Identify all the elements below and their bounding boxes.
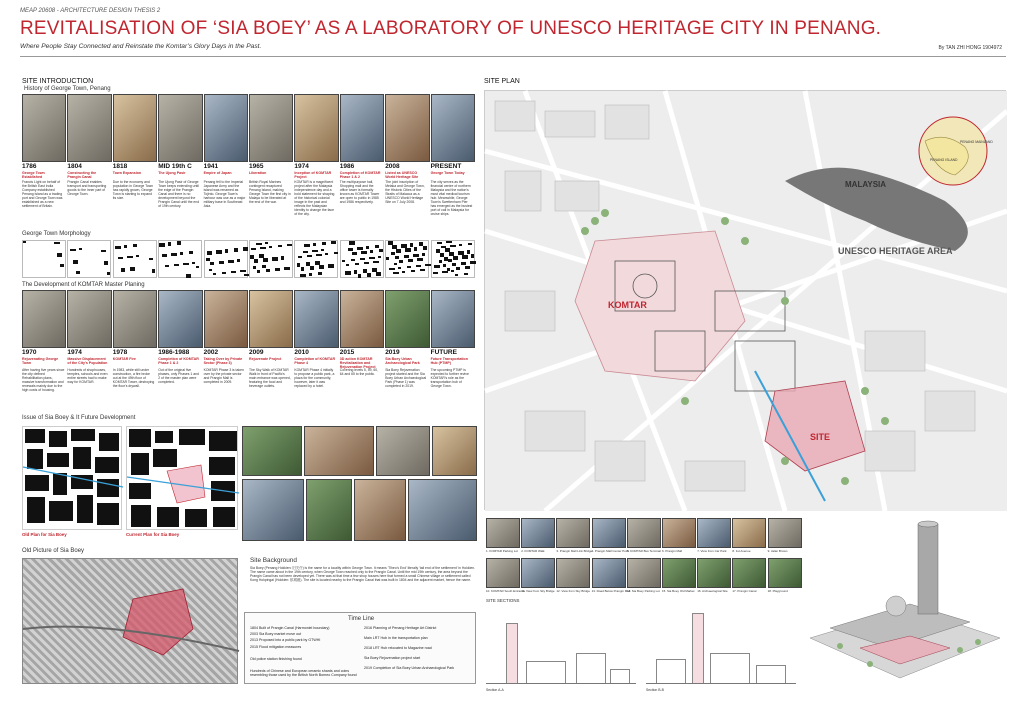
- section-a-drawing: [486, 604, 636, 684]
- site-background-heading: Site Background: [250, 557, 297, 564]
- morphology-heading: George Town Morphology: [22, 231, 91, 237]
- issue-photo-1: [242, 426, 302, 476]
- timeline-year: 1941: [203, 163, 219, 170]
- site-label: SITE: [810, 432, 831, 442]
- timeline-entry: Old police station finishing found: [250, 657, 302, 661]
- timeline-caption: The Ujong Pasir: [158, 171, 186, 175]
- history-photo: [158, 94, 202, 162]
- site-photo: [768, 558, 802, 588]
- morphology-map: [113, 240, 157, 278]
- site-photo-caption: 18. Playground: [767, 589, 788, 593]
- timeline-year: PRESENT: [430, 163, 462, 170]
- history-photo: [340, 94, 384, 162]
- timeline-entry: Sia Boey Rejuvenation project start: [364, 656, 421, 660]
- timeline-caption: Completion of KOMTAR Phase 1 & 2: [339, 171, 381, 179]
- komtar-text: KOMTAR Phase 4 initially to propose a public park, a plaza for the community, however, later it was replaced by a hotel.: [294, 368, 335, 388]
- morphology-map: [431, 240, 475, 278]
- history-subheading: History of George Town, Penang: [24, 86, 111, 92]
- komtar-year: FUTURE: [430, 349, 457, 356]
- timeline-entry: 2013 Proposed into a public park by GTWHI: [250, 638, 321, 643]
- issue-photo-2: [304, 426, 374, 476]
- komtar-photo: [385, 290, 429, 348]
- site-photo: [732, 558, 766, 588]
- komtar-photo: [294, 290, 338, 348]
- komtar-caption: Sia Boey Urban Archaeological Park: [385, 357, 420, 365]
- section-a-label: Section A-A: [486, 688, 504, 692]
- komtar-caption: Completion of KOMTAR Phase 4: [294, 357, 336, 365]
- komtar-photo: [67, 290, 111, 348]
- site-photo: [768, 518, 802, 548]
- komtar-text: The upcoming PTMP is expected to further revive KOMTAR's role as the transportation hub of George Town.: [430, 368, 469, 388]
- issue-photo-8: [408, 479, 477, 541]
- timeline-text: Due to the economy and population in George Town has rapidly grown, George Town is starting to expand its size.: [112, 180, 154, 200]
- komtar-text: After having five years since the city defined Rehabilitation plans, massive transformation and renewals mainly due to the high costs of housing.: [22, 368, 65, 392]
- site-photo: [627, 558, 661, 588]
- unesco-area-label: UNESCO HERITAGE AREA: [838, 246, 953, 256]
- site-photo-caption: 2. KOMTAR Walk: [521, 549, 545, 553]
- timeline-caption: Listed as UNESCO World Heritage Site: [385, 171, 419, 179]
- site-photo-caption: 17. Prangin Canal: [732, 589, 757, 593]
- morphology-map: [249, 240, 293, 278]
- timeline-year: 1965: [249, 163, 264, 170]
- morphology-map: [22, 240, 66, 278]
- site-photo-caption: 11. View from Sky Bridge: [521, 589, 555, 593]
- history-photo: [204, 94, 248, 162]
- timeline-year: 2008: [385, 163, 400, 170]
- history-photo: [294, 94, 338, 162]
- title-divider: [20, 56, 1006, 57]
- section-b-drawing: [646, 604, 796, 684]
- site-photo: [697, 518, 731, 548]
- komtar-text: Hundreds of shophouses, temples, schools and even entire streets had to make way for KOMTAR.: [67, 368, 108, 384]
- current-plan-caption: Current Plan for Sia Boey: [126, 532, 180, 537]
- site-photo-caption: 4. Prangin Mall Center Point: [591, 549, 630, 553]
- site-photo-caption: 5. KOMTAR Bus Terminal: [626, 549, 661, 553]
- timeline-caption: Constructing the Prangin Canal: [67, 171, 97, 179]
- komtar-caption: Rejuvenate Project: [249, 357, 282, 361]
- site-photo-caption: 9. Jalan Brown: [767, 549, 788, 553]
- site-photo-caption: 16. Archaeological Site: [697, 589, 728, 593]
- history-photo: [22, 94, 66, 162]
- issue-photo-6: [306, 479, 352, 541]
- timeline-year: 1804: [67, 163, 82, 170]
- history-photo: [249, 94, 293, 162]
- komtar-photo: [113, 290, 157, 348]
- author-credit: By TAN ZHI HONG 1904972: [938, 45, 1002, 51]
- site-photo: [662, 558, 696, 588]
- site-background-text: Sia Boey (Penang Hokkien: 旧关仔) is the name for a locality within George Town. It means 'Tiheo's End' literally 'tail end of the settlement' in Hokkien. The name came about in the 19th century, when George Town reached only to the Prangin Canal. Until the mid 19th century, the area beyond the Prangin Canal has not been developed yet. There was at that time a few shop houses here that formed a small Chinese village or settlement called Kong Hokpingai (Hokkien: 槟城港). The site is located nearby to the Prangin Canal that was built in 1804 and the adjacent market, hence the name.: [250, 566, 476, 582]
- komtar-photo: [249, 290, 293, 348]
- komtar-year: 1978: [112, 349, 128, 356]
- timeline-text: KOMTAR is a magnificent project after the Malaysia independence day and a bold statement for shaping of the historical colonial image in the past and reflects the Malaysian identity to change the face of the city.: [294, 180, 335, 216]
- timeline-text: The multipurpose hall, Shopping mall and the office tower is formally known as KOMTAR Tower are open to public in 1985 and 1986 respectively.: [339, 180, 380, 204]
- timeline-entry: 2018 LRT Hub relocated to Magazine road: [364, 646, 432, 650]
- timeline-box-heading: Time Line: [348, 616, 375, 622]
- timeline-caption: Liberation: [249, 171, 267, 175]
- komtar-caption: Taking Over by Private Sector (Phase 3): [203, 357, 243, 365]
- site-photo-caption: 6. Prangin Mall: [662, 549, 683, 553]
- timeline-caption: Empire of Japan: [203, 171, 232, 175]
- komtar-caption: Massive Displacement of the City's Population: [67, 357, 108, 365]
- komtar-photo: [204, 290, 248, 348]
- timeline-entry: 2003 Sia Boey market move out: [250, 632, 302, 637]
- komtar-text: KOMTAR Phase 3 is taken over by the private sector and Prangin Mall is completed in 2009.: [203, 368, 244, 384]
- timeline-entry: 2016 Planning of Penang Heritage Art District: [364, 626, 437, 630]
- timeline-year: 1786: [22, 163, 37, 170]
- timeline-text: Prangin Canal enables transport and transporting goods to the inner part of George Town.: [67, 180, 107, 196]
- komtar-year: 1974: [67, 349, 82, 356]
- site-photo-caption: 8. 1st Avenue: [732, 549, 751, 553]
- history-photo: [67, 94, 111, 162]
- komtar-caption: KOMTAR Fire: [112, 357, 136, 361]
- penang-island-label: PENANG ISLAND: [930, 158, 958, 162]
- issue-photo-5: [242, 479, 304, 541]
- poster-title: REVITALISATION OF ‘SIA BOEY’ AS A LABORATORY OF UNESCO HERITAGE CITY IN PENANG.: [20, 18, 882, 39]
- history-photo: [431, 94, 475, 162]
- sections-heading: SITE SECTIONS: [486, 598, 520, 603]
- komtar-photo: [431, 290, 475, 348]
- issue-heading: Issue of Sia Boey & It Future Development: [22, 415, 136, 421]
- timeline-caption: George Town Today: [430, 171, 465, 175]
- komtar-year: 2009: [249, 349, 264, 356]
- timeline-year: 1818: [112, 163, 128, 170]
- timeline-caption: Inception of KOMTAR Project: [294, 171, 332, 179]
- timeline-entry: Hundreds of Chinese and European ceramic shards and coins resembling those used by the British North Borneo Company found: [250, 669, 357, 678]
- komtar-year: 2010: [294, 349, 309, 356]
- timeline-year: MID 19th C: [158, 163, 192, 170]
- history-photo: [385, 94, 429, 162]
- morphology-map: [67, 240, 111, 278]
- course-code: MEAP 20608 - ARCHITECTURE DESIGN THESIS 2: [20, 8, 161, 14]
- site-photo: [592, 558, 626, 588]
- current-plan-map: [126, 426, 238, 530]
- timeline-entry: 2019 Completion of Sia Boey Urban Archaeological Park: [364, 666, 455, 670]
- site-photo: [627, 518, 661, 548]
- timeline-text: British Royal Marines contingent recaptured Penang Island, making George Town the first city in Malaya to be liberated at the end of the war.: [249, 180, 291, 204]
- site-photo: [486, 518, 520, 548]
- history-photo: [113, 94, 157, 162]
- site-photo-caption: 14. Sia Boey Parking Lot: [626, 589, 660, 593]
- site-photo-caption: 10. KOMTAR South Entrance: [486, 589, 526, 593]
- issue-photo-7: [354, 479, 406, 541]
- morphology-map: [294, 240, 338, 278]
- morphology-map: [204, 240, 248, 278]
- komtar-label: KOMTAR: [608, 300, 647, 310]
- site-plan-map: [484, 90, 1006, 510]
- site-photo: [592, 518, 626, 548]
- timeline-entry: 2015 Flood mitigation measures: [250, 644, 302, 649]
- timeline-entry: Main LRT Hub in the transportation plan: [364, 636, 428, 640]
- site-photo: [732, 518, 766, 548]
- site-photo-caption: 1. KOMTAR Parking Lot: [486, 549, 518, 553]
- komtar-photo: [22, 290, 66, 348]
- site-photo: [556, 558, 590, 588]
- poster-subtitle: Where People Stay Connected and Reinstate the Komtar’s Glory Days in the Past.: [20, 43, 262, 50]
- komtar-text: The Sky Walk of KOMTAR Walk in front of Pacific's main entrance was opened, featuring the food and beverage outlets.: [249, 368, 291, 388]
- komtar-year: 1986-1988: [158, 349, 190, 356]
- issue-photo-3: [376, 426, 430, 476]
- site-photo: [697, 558, 731, 588]
- timeline-year: 1986: [339, 163, 355, 170]
- timeline-text: The Ujong Pasir of George Town keeps extending until the edge of the Prangin Canal and there is no development beyond the Prangin Canal until the end of 19th century.: [158, 180, 200, 208]
- komtar-year: 2015: [339, 349, 355, 356]
- site-photo: [521, 518, 555, 548]
- komtar-3d-model: [800, 518, 1006, 688]
- komtar-year: 1970: [22, 349, 37, 356]
- site-plan-heading: SITE PLAN: [484, 78, 520, 85]
- site-photo-caption: 13. Road Below Prangin Mall: [591, 589, 631, 593]
- site-photo: [662, 518, 696, 548]
- timeline-text: The joint inscription of Melaka and George Town, the Historic Cities of the Straits of Malacca as a UNESCO World Heritage Site on 7 July 2008.: [385, 180, 425, 204]
- komtar-caption: Future Transportation Hub (PTMP): [430, 357, 468, 365]
- komtar-dev-heading: The Development of KOMTAR Master Planing: [22, 282, 145, 288]
- komtar-photo: [340, 290, 384, 348]
- komtar-caption: 3D action KOMTAR Revitalization and Rejuvenation Project: [339, 357, 376, 369]
- komtar-text: Out of the original five phases, only Phases 1 and 2 of the master plan were completed.: [158, 368, 199, 384]
- timeline-text: Penang fell to the Imperial Japanese Army and the island was renamed as Tojinto. George Town's harbour was use as a major military base in Southeast Asia.: [203, 180, 246, 208]
- komtar-caption: Completion of KOMTAR Phase 1 & 2: [158, 357, 199, 365]
- section-b-label: Section B-B: [646, 688, 664, 692]
- old-plan-map: [22, 426, 122, 530]
- komtar-text: In 1983, while still under construction, a fire broke out at the 49th floor of KOMTAR Tower, destroying the floor's drywall.: [112, 368, 155, 388]
- timeline-text: The city serves as the financial centre of northern Malaysia and the nation's most vital medical tourism hub. Meanwhile, George Town's Swettenham Pier has emerged as the busiest port of call in Malaysia for cruise ships.: [430, 180, 473, 216]
- site-photo-caption: 3. Prangin Mall Link Bridge: [556, 549, 593, 553]
- timeline-caption: George Town Established: [22, 171, 45, 179]
- site-photo-caption: 12. View from Sky Bridge: [556, 589, 591, 593]
- morphology-map: [385, 240, 429, 278]
- site-photo: [521, 558, 555, 588]
- morphology-map: [158, 240, 202, 278]
- site-photo: [486, 558, 520, 588]
- site-photo-caption: 7. View from Car Park: [697, 549, 727, 553]
- timeline-entry: 1804 Built of Prangin Canal (Harmoniel boundary): [250, 626, 330, 630]
- komtar-text: Sia Boey Rejuvenation project started and the Sia Boey Urban Archaeological Park (Phase 1) was completed in 2019.: [385, 368, 427, 388]
- timeline-year: 1974: [294, 163, 309, 170]
- penang-mainland-label: PENANG MAINLAND: [960, 140, 993, 144]
- morphology-map: [340, 240, 384, 278]
- issue-photo-4: [432, 426, 477, 476]
- old-aerial-photo: [22, 558, 238, 684]
- site-photo: [556, 518, 590, 548]
- komtar-text: Covering levels 5, 59, 60, 64 and 65 to the public.: [339, 368, 379, 376]
- komtar-caption: Rejuvenating George Town: [22, 357, 59, 365]
- komtar-photo: [158, 290, 202, 348]
- site-photo-caption: 15. Sia Boey Old Market: [662, 589, 695, 593]
- old-plan-caption: Old Plan for Sia Boey: [22, 532, 67, 537]
- old-picture-heading: Old Picture of Sia Boey: [22, 548, 85, 554]
- site-intro-heading: SITE INTRODUCTION: [22, 78, 94, 85]
- komtar-year: 2002: [203, 349, 219, 356]
- malaysia-label: MALAYSIA: [845, 180, 887, 189]
- timeline-caption: Town Expansion: [112, 171, 142, 175]
- timeline-text: Francis Light on behalf of the British East India Company established Penang island as a trading port and George Town was established as a new settlement of Britain.: [22, 180, 63, 208]
- komtar-year: 2019: [385, 349, 400, 356]
